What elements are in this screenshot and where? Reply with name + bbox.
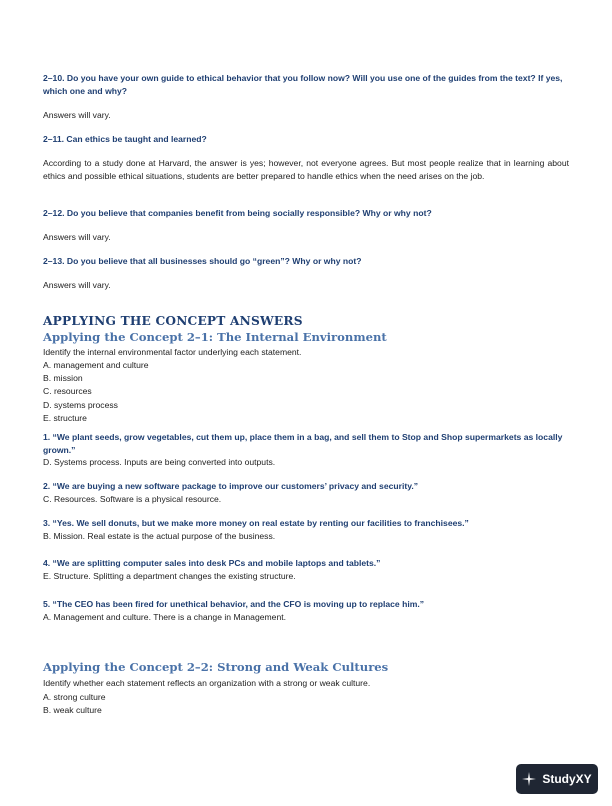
concept-2-1-options [43, 359, 149, 425]
answer-2-12: Answers will vary. [43, 232, 111, 242]
question-2-13: 2–13. Do you believe that all businesses should go “green”? Why or why not? [43, 256, 362, 266]
concept-2-1-item-3-question: 3. “Yes. We sell donuts, but we make more money on real estate by renting our facilities to franchisees.” [43, 518, 469, 528]
concept-2-1-item-4-question: 4. “We are splitting computer sales into desk PCs and mobile laptops and tablets.” [43, 558, 381, 568]
studyxy-badge[interactable] [516, 764, 598, 794]
concept-2-1-item-3-answer: B. Mission. Real estate is the actual purpose of the business. [43, 531, 276, 541]
concept-2-1-item-5-answer: A. Management and culture. There is a change in Management. [43, 612, 286, 622]
badge-label: StudyXY [542, 772, 592, 786]
option-item: A. management and culture [43, 360, 149, 370]
plus-sparkle-icon [522, 772, 536, 786]
answer-2-10: Answers will vary. [43, 110, 111, 120]
section-title: APPLYING THE CONCEPT ANSWERS [43, 314, 303, 328]
question-2-11: 2–11. Can ethics be taught and learned? [43, 134, 207, 144]
concept-2-1-intro: Identify the internal environmental factor underlying each statement. [43, 347, 302, 357]
concept-2-1-item-2-answer: C. Resources. Software is a physical resource. [43, 494, 222, 504]
concept-2-1-item-5-question: 5. “The CEO has been fired for unethical behavior, and the CFO is moving up to replace him.” [43, 599, 425, 609]
option-item: B. mission [43, 373, 83, 384]
concept-2-1-item-4-answer: E. Structure. Splitting a department changes the existing structure. [43, 571, 296, 581]
concept-2-1-title: Applying the Concept 2–1: The Internal Environment [43, 330, 387, 344]
option-item: E. structure [43, 412, 87, 423]
concept-2-1-item-1-answer: D. Systems process. Inputs are being converted into outputs. [43, 457, 276, 467]
concept-2-2-intro: Identify whether each statement reflects an organization with a strong or weak culture. [43, 678, 371, 688]
question-2-12: 2–12. Do you believe that companies benefit from being socially responsible? Why or why not? [43, 208, 432, 218]
answer-2-11: According to a study done at Harvard, the answer is yes; however, not everyone agrees. But most people realize that in learning about ethics and possible ethical situations, students are better prepared to handle ethics when the need arises on the job. [43, 158, 569, 181]
option-item: B. weak culture [43, 705, 102, 716]
option-item: C. resources [43, 386, 92, 397]
concept-2-2-title: Applying the Concept 2–2: Strong and Weak Cultures [43, 660, 389, 674]
question-2-10: 2–10. Do you have your own guide to ethical behavior that you follow now? Will you use one of the guides from the text? If yes, which one and why? [43, 73, 563, 96]
option-item: A. strong culture [43, 692, 106, 702]
concept-2-2-options [43, 691, 106, 717]
answer-2-13: Answers will vary. [43, 280, 111, 290]
concept-2-1-item-2-question: 2. “We are buying a new software package to improve our customers’ privacy and security.” [43, 481, 419, 491]
option-item: D. systems process [43, 399, 118, 410]
concept-2-1-item-1-question: 1. “We plant seeds, grow vegetables, cut them up, place them in a bag, and sell them to Stop and Shop supermarkets as locally grown.” [43, 432, 563, 455]
